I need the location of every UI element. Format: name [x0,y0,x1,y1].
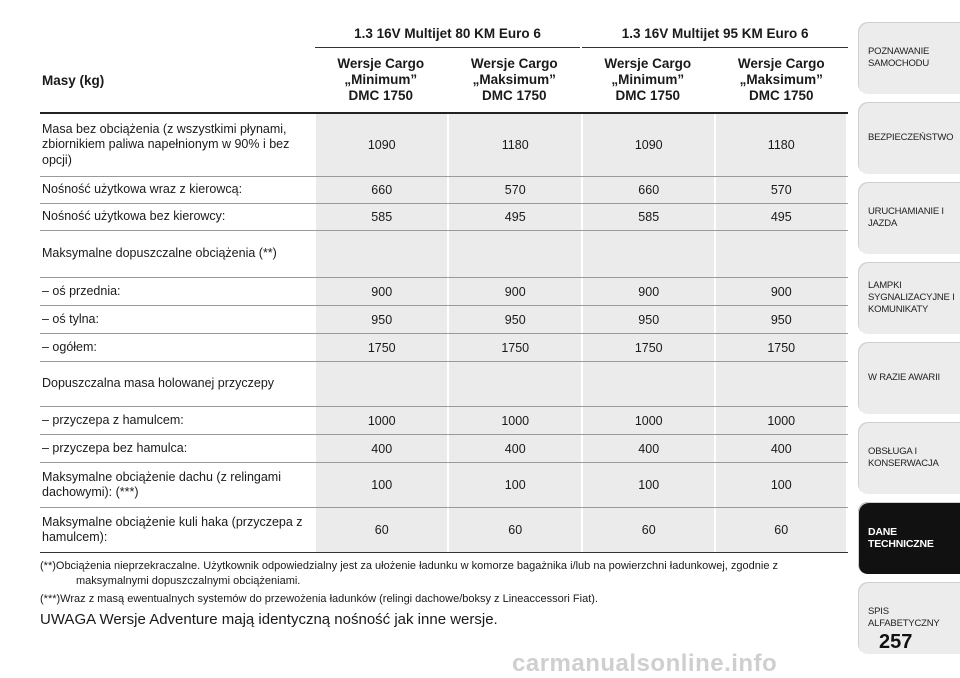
adventure-note: UWAGA Wersje Adventure mają identyczną nośność jak inne wersje. [40,610,498,628]
cell-value [581,362,715,406]
chapter-tab-spis-alfabetyczny[interactable]: SPIS ALFABETYCZNY [858,582,960,654]
version-header: Wersje Cargo „Maksimum” DMC 1750 [470,56,558,103]
version-header: Wersje Cargo „Maksimum” DMC 1750 [737,56,825,103]
chapter-tab-lampki[interactable]: LAMPKI SYGNALIZACYJNE I KOMUNIKATY [858,262,960,334]
footnotes [40,559,848,607]
cell-value: 60 [714,508,848,552]
footnote: (**)Obciążenia nieprzekraczalne. Użytkownik odpowiedzialny jest za ułożenie ładunku w komorze bagażnika i/lub na powierzchni ładunkowej, zgodnie z maksymalnymi dopuszczalnymi obciążeniami. [40,560,779,587]
cell-value: 1750 [447,334,581,361]
cell-value: 1000 [314,407,448,434]
chapter-tab-dane-techniczne[interactable]: DANE TECHNICZNE [858,502,960,574]
row-label: – przyczepa bez hamulca: [42,440,188,455]
cell-value: 900 [581,278,715,305]
footnote: (***)Wraz z masą ewentualnych systemów do przewożenia ładunków (relingi dachowe/boksy z Lineaccessori Fiat). [40,593,598,605]
table-row [40,177,848,204]
cell-value: 60 [447,508,581,552]
cell-value: 900 [447,278,581,305]
row-label: Dopuszczalna masa holowanej przyczepy [42,376,275,391]
cell-value: 585 [314,204,448,230]
row-label: Nośność użytkowa bez kierowcy: [42,209,226,224]
cell-value: 100 [447,463,581,507]
cell-value [314,231,448,277]
engine-group-95km: 1.3 16V Multijet 95 KM Euro 6 [582,20,848,48]
cell-value: 585 [581,204,715,230]
cell-value: 1000 [447,407,581,434]
table-row [40,407,848,435]
cell-value: 60 [581,508,715,552]
engine-group-80km: 1.3 16V Multijet 80 KM Euro 6 [315,20,581,48]
cell-value: 950 [581,306,715,333]
row-label: – ogółem: [42,339,97,354]
row-label: Maksymalne obciążenie dachu (z relingami dachowymi): (***) [42,469,282,499]
version-header: Wersje Cargo „Minimum” DMC 1750 [337,56,425,103]
row-label: – oś tylna: [42,311,99,326]
cell-value: 900 [314,278,448,305]
cell-value: 60 [314,508,448,552]
table-row [40,463,848,508]
cell-value: 660 [314,177,448,203]
cell-value: 1750 [581,334,715,361]
cell-value [314,362,448,406]
chapter-tab-obsluga[interactable]: OBSŁUGA I KONSERWACJA [858,422,960,494]
mass-header-label: Masy (kg) [42,72,105,88]
cell-value: 950 [714,306,848,333]
cell-value: 570 [447,177,581,203]
cell-value: 495 [447,204,581,230]
row-label: Maksymalne dopuszczalne obciążenia (**) [42,246,277,261]
row-label: Maksymalne obciążenie kuli haka (przyczepa z hamulcem): [42,514,303,544]
cell-value: 1000 [581,407,715,434]
chapter-tab-w-razie-awarii[interactable]: W RAZIE AWARII [858,342,960,414]
cell-value: 660 [581,177,715,203]
row-label: – przyczepa z hamulcem: [42,412,184,427]
cell-value: 900 [714,278,848,305]
cell-value: 950 [314,306,448,333]
chapter-tab-uruchamianie[interactable]: URUCHAMIANIE I JAZDA [858,182,960,254]
version-header-row [40,48,848,114]
cell-value: 400 [314,435,448,462]
cell-value: 400 [714,435,848,462]
cell-value: 100 [581,463,715,507]
table-row [40,114,848,177]
cell-value: 950 [447,306,581,333]
page-number: 257 [879,631,913,653]
cell-value: 1090 [314,114,448,176]
table-row [40,306,848,334]
cell-value: 400 [581,435,715,462]
chapter-tab-poznawanie[interactable]: POZNAWANIE SAMOCHODU [858,22,960,94]
watermark: carmanualsonline.info [512,650,778,677]
cell-value [447,362,581,406]
cell-value: 1180 [447,114,581,176]
cell-value: 100 [314,463,448,507]
cell-value: 570 [714,177,848,203]
cell-value [714,362,848,406]
cell-value: 1750 [314,334,448,361]
cell-value [447,231,581,277]
engine-group-header [40,20,848,48]
cell-value: 400 [447,435,581,462]
cell-value: 495 [714,204,848,230]
table-row [40,508,848,553]
chapter-tab-bezpieczenstwo[interactable]: BEZPIECZEŃSTWO [858,102,960,174]
table-body [40,114,848,553]
cell-value: 100 [714,463,848,507]
table-row [40,231,848,278]
cell-value: 1750 [714,334,848,361]
cell-value: 1180 [714,114,848,176]
row-label: Nośność użytkowa wraz z kierowcą: [42,182,243,197]
row-label: – oś przednia: [42,283,121,298]
table-row [40,362,848,407]
cell-value [714,231,848,277]
chapter-sidebar [858,22,960,662]
cell-value: 1000 [714,407,848,434]
table-row [40,204,848,231]
table-row [40,278,848,306]
row-label: Masa bez obciążenia (z wszystkimi płynami, zbiornikiem paliwa napełnionym w 90% i bez opcji) [42,121,290,167]
cell-value [581,231,715,277]
cell-value: 1090 [581,114,715,176]
spec-table-section [40,20,848,628]
table-row [40,334,848,362]
version-header: Wersje Cargo „Minimum” DMC 1750 [604,56,692,103]
table-row [40,435,848,463]
